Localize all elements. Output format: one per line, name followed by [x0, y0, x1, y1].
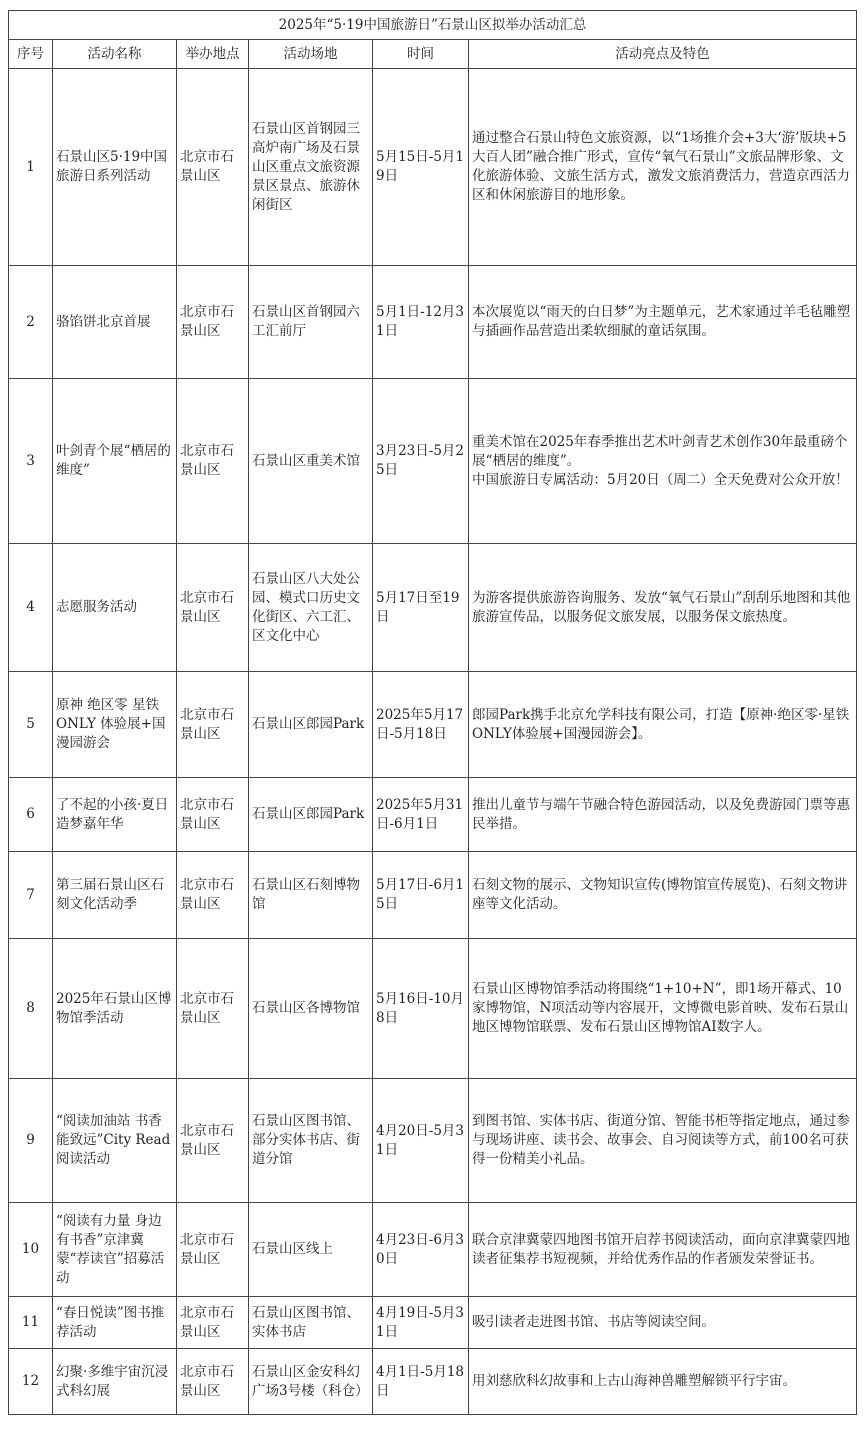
row-number: 10: [9, 1203, 53, 1297]
table-row: [9, 266, 857, 379]
header-venue: 活动场地: [249, 40, 373, 69]
location: 北京市石景山区: [177, 1297, 249, 1349]
time: 2025年5月31日-6月1日: [373, 778, 469, 852]
activity-name: 石景山区5·19中国旅游日系列活动: [53, 69, 177, 266]
time: 3月23日-5月25日: [373, 379, 469, 544]
row-number: 12: [9, 1349, 53, 1415]
table-row: [9, 778, 857, 852]
location: 北京市石景山区: [177, 939, 249, 1079]
highlight: 石刻文物的展示、文物知识宣传(博物馆宣传展览)、石刻文物讲座等文化活动。: [469, 852, 857, 939]
activity-name: 志愿服务活动: [53, 544, 177, 672]
highlight: 到图书馆、实体书店、街道分馆、智能书柜等指定地点，通过参与现场讲座、读书会、故事会、自习阅读等方式，前100名可获得一份精美小礼品。: [469, 1079, 857, 1203]
activity-name: “春日悦读”图书推荐活动: [53, 1297, 177, 1349]
table-row: [9, 852, 857, 939]
row-number: 2: [9, 266, 53, 379]
location: 北京市石景山区: [177, 852, 249, 939]
venue: 石景山区石刻博物馆: [249, 852, 373, 939]
highlight: 本次展览以“雨天的白日梦”为主题单元，艺术家通过羊毛毡雕塑与插画作品营造出柔软细腻的童话氛围。: [469, 266, 857, 379]
table-title-row: [9, 11, 857, 40]
location: 北京市石景山区: [177, 69, 249, 266]
highlight: 为游客提供旅游咨询服务、发放“氧气石景山”刮刮乐地图和其他旅游宣传品，以服务促文旅发展，以服务保文旅热度。: [469, 544, 857, 672]
time: 5月16日-10月8日: [373, 939, 469, 1079]
venue: 石景山区郎园Park: [249, 672, 373, 778]
highlight: 重美术馆在2025年春季推出艺术叶剑青艺术创作30年最重磅个展“栖居的维度”。 中国旅游日专属活动：5月20日（周二）全天免费对公众开放！: [469, 379, 857, 544]
activity-name: 2025年石景山区博物馆季活动: [53, 939, 177, 1079]
row-number: 8: [9, 939, 53, 1079]
activity-name: 原神 绝区零 星铁 ONLY 体验展+国漫园游会: [53, 672, 177, 778]
time: 5月1日-12月31日: [373, 266, 469, 379]
table-row: [9, 1079, 857, 1203]
activity-name: “阅读有力量 身边有书香”京津冀蒙“荐读官”招募活动: [53, 1203, 177, 1297]
activity-name: 了不起的小孩·夏日造梦嘉年华: [53, 778, 177, 852]
venue: 石景山区重美术馆: [249, 379, 373, 544]
table-row: [9, 1203, 857, 1297]
summary-table-wrapper: [8, 10, 856, 1415]
venue: 石景山区郎园Park: [249, 778, 373, 852]
row-number: 6: [9, 778, 53, 852]
row-number: 11: [9, 1297, 53, 1349]
location: 北京市石景山区: [177, 266, 249, 379]
venue: 石景山区线上: [249, 1203, 373, 1297]
venue: 石景山区首钢园六工汇前厅: [249, 266, 373, 379]
table-row: [9, 1297, 857, 1349]
header-highlights: 活动亮点及特色: [469, 40, 857, 69]
summary-table: [8, 10, 857, 1415]
activity-name: “阅读加油站 书香能致远”City Read阅读活动: [53, 1079, 177, 1203]
location: 北京市石景山区: [177, 672, 249, 778]
table-row: [9, 1349, 857, 1415]
venue: 石景山区各博物馆: [249, 939, 373, 1079]
activity-name: 骆馅饼北京首展: [53, 266, 177, 379]
row-number: 1: [9, 69, 53, 266]
header-location: 举办地点: [177, 40, 249, 69]
activity-name: 幻聚·多维宇宙沉浸式科幻展: [53, 1349, 177, 1415]
time: 4月19日-5月31日: [373, 1297, 469, 1349]
highlight: 推出儿童节与端午节融合特色游园活动，以及免费游园门票等惠民举措。: [469, 778, 857, 852]
activity-name: 第三届石景山区石刻文化活动季: [53, 852, 177, 939]
location: 北京市石景山区: [177, 1349, 249, 1415]
highlight: 联合京津冀蒙四地图书馆开启荐书阅读活动，面向京津冀蒙四地读者征集荐书短视频，并给优秀作品的作者颁发荣誉证书。: [469, 1203, 857, 1297]
header-activity-name: 活动名称: [53, 40, 177, 69]
venue: 石景山区八大处公园、模式口历史文化街区、六工汇、区文化中心: [249, 544, 373, 672]
highlight: 吸引读者走进图书馆、书店等阅读空间。: [469, 1297, 857, 1349]
highlight: 用刘慈欣科幻故事和上古山海神兽雕塑解锁平行宇宙。: [469, 1349, 857, 1415]
venue: 石景山区金安科幻广场3号楼（科仓）: [249, 1349, 373, 1415]
location: 北京市石景山区: [177, 778, 249, 852]
location: 北京市石景山区: [177, 1079, 249, 1203]
highlight: 通过整合石景山特色文旅资源，以“1场推介会+3大‘游’版块+5大百人团”融合推广形式，宣传“氧气石景山”文旅品牌形象、文化旅游体验、文旅生活方式，激发文旅消费活力，营造京西活力区和休闲旅游目的地形象。: [469, 69, 857, 266]
row-number: 5: [9, 672, 53, 778]
row-number: 9: [9, 1079, 53, 1203]
table-row: [9, 672, 857, 778]
venue: 石景山区首钢园三高炉南广场及石景山区重点文旅资源景区景点、旅游休闲街区: [249, 69, 373, 266]
row-number: 4: [9, 544, 53, 672]
time: 4月23日-6月30日: [373, 1203, 469, 1297]
highlight: 郎园Park携手北京允学科技有限公司，打造【原神·绝区零·星铁 ONLY体验展+国漫园游会】。: [469, 672, 857, 778]
time: 5月17日-6月15日: [373, 852, 469, 939]
time: 5月17日至19日: [373, 544, 469, 672]
time: 4月1日-5月18日: [373, 1349, 469, 1415]
table-row: [9, 69, 857, 266]
header-time: 时间: [373, 40, 469, 69]
table-row: [9, 379, 857, 544]
venue: 石景山区图书馆、 实体书店: [249, 1297, 373, 1349]
table-title: 2025年“5·19中国旅游日”石景山区拟举办活动汇总: [9, 11, 857, 40]
time: 2025年5月17日-5月18日: [373, 672, 469, 778]
time: 5月15日-5月19日: [373, 69, 469, 266]
table-row: [9, 939, 857, 1079]
table-header-row: [9, 40, 857, 69]
time: 4月20日-5月31日: [373, 1079, 469, 1203]
row-number: 3: [9, 379, 53, 544]
table-row: [9, 544, 857, 672]
highlight: 石景山区博物馆季活动将围绕“1+10+N”，即1场开幕式、10家博物馆，N项活动等内容展开，文博微电影首映、发布石景山地区博物馆联票、发布石景山区博物馆AI数字人。: [469, 939, 857, 1079]
activity-name: 叶剑青个展“栖居的维度”: [53, 379, 177, 544]
location: 北京市石景山区: [177, 544, 249, 672]
location: 北京市石景山区: [177, 1203, 249, 1297]
header-index: 序号: [9, 40, 53, 69]
location: 北京市石景山区: [177, 379, 249, 544]
row-number: 7: [9, 852, 53, 939]
venue: 石景山区图书馆、部分实体书店、街道分馆: [249, 1079, 373, 1203]
